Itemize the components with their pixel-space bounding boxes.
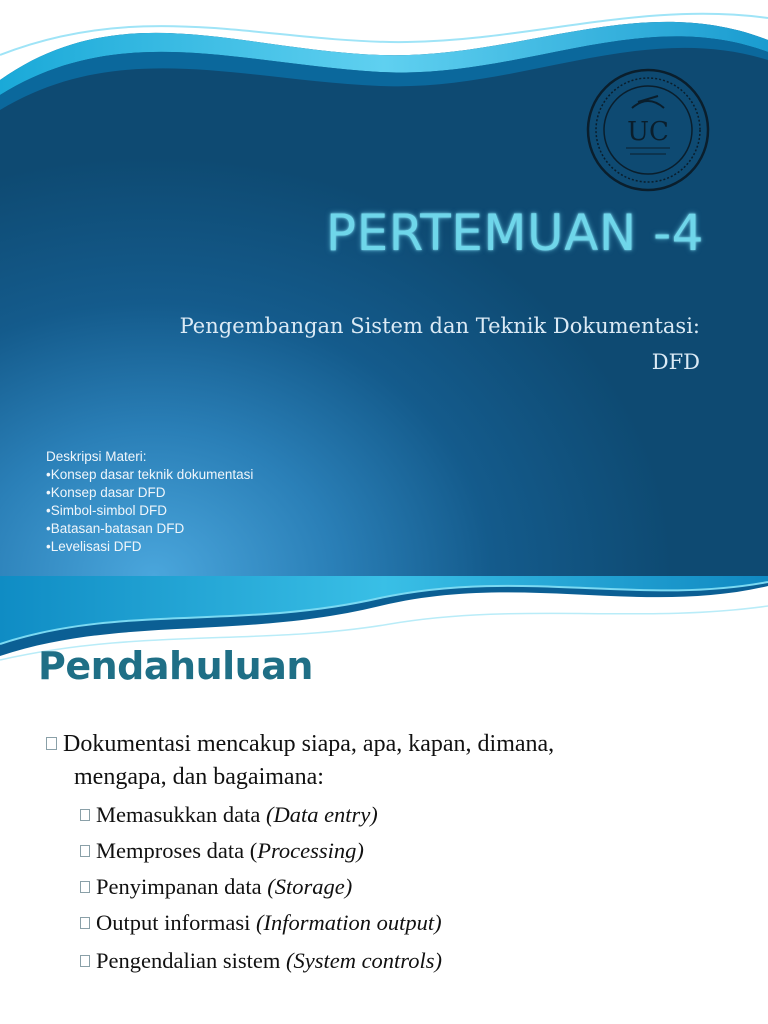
slide-subtitle [0,308,700,380]
subtitle-line-1: Pengembangan Sistem dan Teknik Dokumentasi: [179,314,700,338]
description-heading: Deskripsi Materi: [46,449,147,464]
slide-title: PERTEMUAN -4 [325,204,704,262]
sub-bullet-paren-close: ) [356,838,364,863]
university-seal-logo [586,68,710,192]
content-slide [0,576,768,1024]
bullet-box-icon [46,737,57,750]
bullet-box-icon [80,845,90,857]
subtitle-line-2: DFD [651,350,700,374]
sub-bullet-text: Memproses data [96,838,250,863]
description-block [46,448,466,556]
sub-bullet-italic: (Information output) [255,910,442,935]
sub-bullet-text: Pengendalian sistem [96,948,286,973]
bullet-text-line-2: mengapa, dan bagaimana: [74,764,324,790]
description-item: • Levelisasi DFD [46,538,466,556]
sub-bullet-italic: (Data entry) [265,802,378,827]
description-item: • Konsep dasar DFD [46,484,466,502]
sub-bullet-italic: Processing [257,838,357,863]
slide-title: Pendahuluan [38,644,313,688]
description-item: • Konsep dasar teknik dokumentasi [46,466,466,484]
sub-bullet-text: Penyimpanan data [96,874,268,899]
sub-bullet-text: Output informasi [96,910,256,935]
sub-bullet-paren-open: ( [249,838,258,863]
bullet-text-line-1: Dokumentasi mencakup siapa, apa, kapan, dimana, [63,731,555,757]
sub-bullet [80,946,442,976]
bullet-box-icon [80,955,90,967]
description-item: • Batasan-batasan DFD [46,520,466,538]
sub-bullet [80,872,352,902]
sub-bullet-text: Memasukkan data [96,802,266,827]
bullet-box-icon [80,809,90,821]
main-bullet [46,728,726,794]
bullet-box-icon [80,881,90,893]
bullet-box-icon [80,917,90,929]
sub-bullet [80,836,364,866]
sub-bullet [80,908,442,938]
sub-bullet [80,800,378,830]
seal-text: UC [627,117,669,147]
sub-bullet-italic: (System controls) [285,948,442,973]
description-item: • Simbol-simbol DFD [46,502,466,520]
sub-bullet-italic: (Storage) [267,874,353,899]
